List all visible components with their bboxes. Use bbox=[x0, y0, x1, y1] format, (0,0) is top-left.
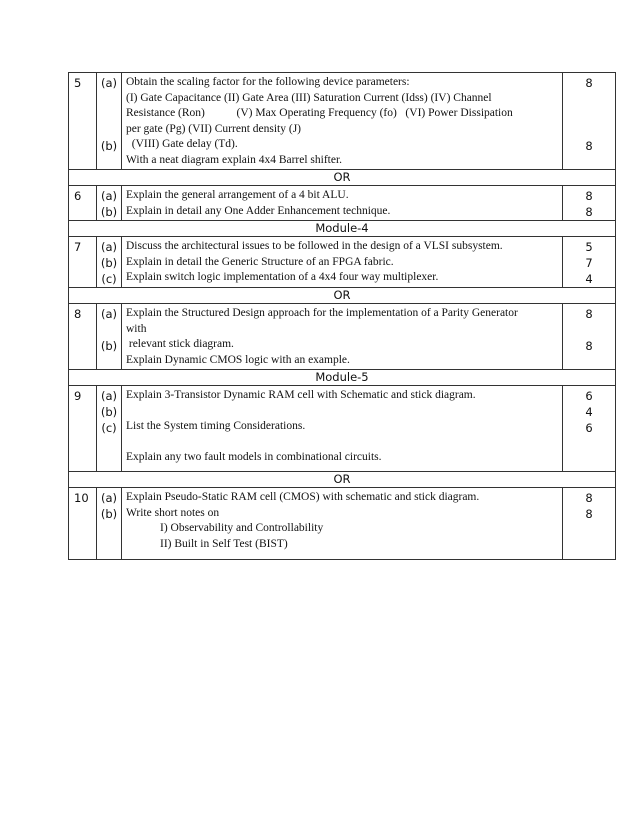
module-header: Module-4 bbox=[69, 221, 616, 237]
question-number: 9 bbox=[69, 386, 97, 472]
module-header: Module-5 bbox=[69, 370, 616, 386]
question-text bbox=[122, 73, 563, 170]
sub-label-c: (c) bbox=[101, 272, 117, 286]
text-line: With a neat diagram explain 4x4 Barrel shifter. bbox=[126, 153, 343, 166]
sub-label-b: (b) bbox=[100, 205, 118, 219]
sub-label-b: (b) bbox=[100, 405, 118, 419]
question-row-5 bbox=[69, 73, 616, 170]
note-item: II) Built in Self Test (BIST) bbox=[160, 537, 288, 550]
sub-question-labels bbox=[97, 237, 122, 288]
sub-label-b: (b) bbox=[100, 256, 118, 270]
question-number: 8 bbox=[69, 304, 97, 370]
marks-cell bbox=[563, 488, 616, 560]
question-text bbox=[122, 237, 563, 288]
text-line: Write short notes on bbox=[126, 506, 220, 519]
question-number: 7 bbox=[69, 237, 97, 288]
sub-question-labels bbox=[97, 386, 122, 472]
text-line: Discuss the architectural issues to be followed in the design of a VLSI subsystem. bbox=[126, 240, 503, 252]
sub-label-a: (a) bbox=[100, 389, 118, 403]
marks-b: 8 bbox=[585, 338, 593, 353]
marks-a: 5 bbox=[585, 240, 593, 254]
marks-c: 4 bbox=[585, 272, 593, 286]
sub-label-a: (a) bbox=[100, 76, 118, 90]
question-text bbox=[122, 304, 563, 370]
question-row-8 bbox=[69, 304, 616, 370]
or-separator: OR bbox=[69, 472, 616, 488]
question-number: 10 bbox=[69, 488, 97, 560]
text-line: Explain the general arrangement of a 4 bit ALU. bbox=[126, 189, 349, 201]
marks-b: 7 bbox=[585, 256, 593, 270]
marks-b: 4 bbox=[585, 405, 593, 419]
marks-c: 6 bbox=[585, 421, 593, 435]
sub-label-b: (b) bbox=[100, 338, 118, 353]
note-item: I) Observability and Controllability bbox=[160, 522, 324, 534]
text-line: with bbox=[126, 322, 147, 335]
question-row-7 bbox=[69, 237, 616, 288]
text-line: Explain 3-Transistor Dynamic RAM cell with Schematic and stick diagram. bbox=[126, 389, 476, 401]
sub-question-labels bbox=[97, 73, 122, 170]
text-line: Resistance (Ron) (V) Max Operating Frequency (fo) (VI) Power Dissipation bbox=[126, 107, 513, 119]
text-line: (VIII) Gate delay (Td). bbox=[126, 138, 238, 150]
question-number: 5 bbox=[69, 73, 97, 170]
text-line: Explain Pseudo-Static RAM cell (CMOS) with schematic and stick diagram. bbox=[126, 491, 480, 503]
sub-label-c: (c) bbox=[101, 421, 117, 435]
sub-label-a: (a) bbox=[100, 491, 118, 505]
marks-a: 6 bbox=[585, 389, 593, 403]
marks-b: 8 bbox=[585, 507, 593, 521]
text-line: (I) Gate Capacitance (II) Gate Area (III) Saturation Current (Idss) (IV) Channel bbox=[126, 91, 492, 104]
question-row-6 bbox=[69, 186, 616, 221]
text-line: per gate (Pg) (VII) Current density (J) bbox=[126, 122, 301, 135]
sub-label-a: (a) bbox=[100, 189, 118, 203]
text-line: Explain in detail any One Adder Enhancement technique. bbox=[126, 204, 391, 217]
sub-question-labels bbox=[97, 488, 122, 560]
question-number: 6 bbox=[69, 186, 97, 221]
marks-b: 8 bbox=[585, 138, 593, 153]
marks-cell bbox=[563, 73, 616, 170]
marks-a: 8 bbox=[585, 189, 593, 203]
text-line: List the System timing Considerations. bbox=[126, 420, 306, 432]
text-line: Explain switch logic implementation of a 4x4 four way multiplexer. bbox=[126, 271, 439, 283]
marks-a: 8 bbox=[585, 76, 593, 90]
sub-label-a: (a) bbox=[100, 240, 118, 254]
sub-question-labels bbox=[97, 186, 122, 221]
marks-cell bbox=[563, 186, 616, 221]
question-text bbox=[122, 186, 563, 221]
sub-question-labels bbox=[97, 304, 122, 370]
marks-a: 8 bbox=[585, 491, 593, 505]
marks-cell bbox=[563, 304, 616, 370]
or-separator: OR bbox=[69, 170, 616, 186]
question-row-9 bbox=[69, 386, 616, 472]
marks-cell bbox=[563, 237, 616, 288]
marks-a: 8 bbox=[585, 307, 593, 321]
text-line: Explain any two fault models in combinational circuits. bbox=[126, 451, 382, 463]
question-table bbox=[68, 72, 616, 560]
question-text bbox=[122, 386, 563, 472]
marks-cell bbox=[563, 386, 616, 472]
sub-label-a: (a) bbox=[100, 307, 118, 321]
question-text bbox=[122, 488, 563, 560]
or-separator: OR bbox=[69, 288, 616, 304]
marks-b: 8 bbox=[585, 205, 593, 219]
text-line: Explain the Structured Design approach for the implementation of a Parity Generator bbox=[126, 307, 518, 319]
question-row-10 bbox=[69, 488, 616, 560]
text-line: Explain Dynamic CMOS logic with an example. bbox=[126, 353, 350, 366]
text-line: Explain in detail the Generic Structure of an FPGA fabric. bbox=[126, 255, 394, 268]
sub-label-b: (b) bbox=[100, 507, 118, 521]
sub-label-b: (b) bbox=[100, 138, 118, 153]
text-line: relevant stick diagram. bbox=[126, 338, 234, 350]
text-line: Obtain the scaling factor for the following device parameters: bbox=[126, 76, 410, 88]
